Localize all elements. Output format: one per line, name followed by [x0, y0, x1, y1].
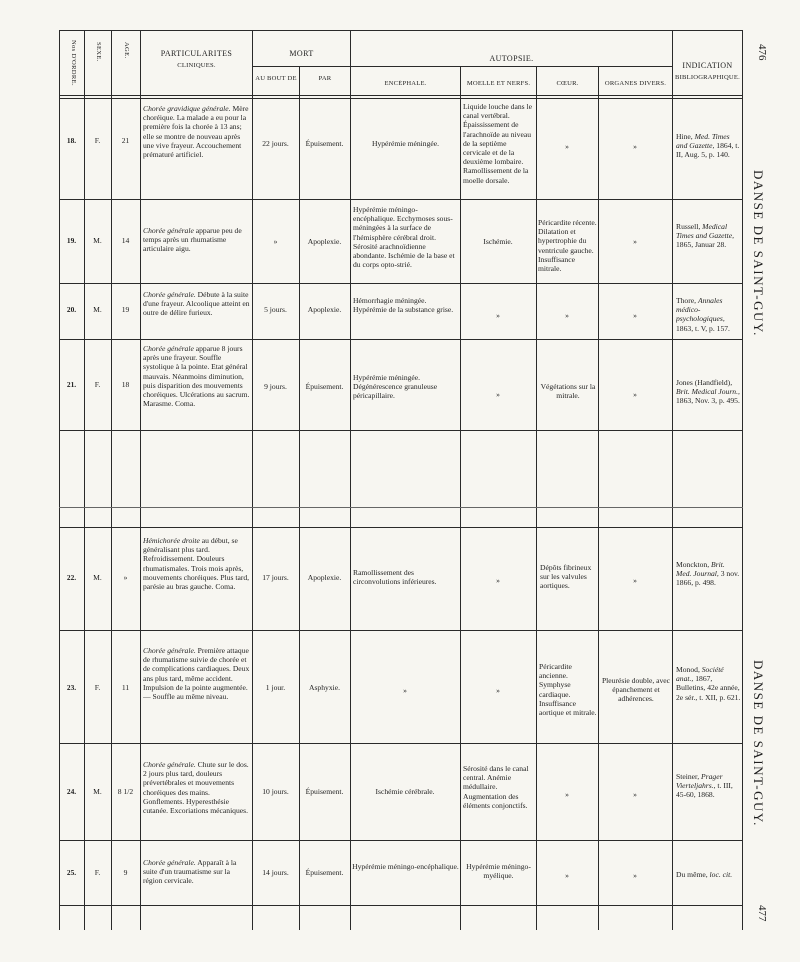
clinique-text: Débute à la suite d'une frayeur. Alcoolique atteint en outre de délire furieux. [143, 290, 250, 318]
clinique-text: au début, se généralisant plus tard. Refroidissement. Douleurs rhumatismales. Trois mois après, mouvements choréiques. Plus tard, parésie au bras gauche. Coma. [143, 536, 250, 592]
header-par: PAR [318, 75, 332, 82]
row-25-par: Épuisement. [305, 868, 344, 877]
biblio-ref: 3 nov. 1866, p. 498. [676, 569, 740, 588]
row-19-bout: » [273, 237, 278, 246]
row-23-bout: 1 jour. [265, 683, 286, 692]
row-19-coeur: Péricardite récente. Dilatation et hypertrophie du ventricule gauche. Insuffisance mitrale. [538, 218, 597, 274]
row-25-biblio [676, 870, 741, 879]
rule-head [59, 95, 743, 96]
row-23-par: Asphyxie. [308, 683, 340, 692]
clinique-text: Apparaît à la suite d'un traumatisme sur la région cervicale. [143, 858, 237, 886]
row-22-age: » [123, 573, 128, 582]
header-au-bout-de: AU BOUT DE [255, 75, 297, 82]
row-23-age: 11 [121, 683, 130, 692]
clinique-title: Chorée générale. [143, 858, 196, 867]
biblio-source: Prager Vierteljahrs., [676, 772, 723, 791]
biblio-source: Medical Times and Gazette, [676, 222, 735, 241]
col-line [460, 66, 461, 930]
row-24-num: 24. [66, 787, 77, 796]
header-autopsie: AUTOPSIE. [489, 55, 534, 63]
clinique-title: Hémichorée droite [143, 536, 200, 545]
header-cliniques: CLINIQUES. [177, 62, 216, 69]
header-coeur: CŒUR. [556, 80, 579, 87]
row-25-encephale: Hypérémie méningo-encéphalique. [352, 862, 459, 871]
row-22-encephale: Ramollissement des circonvolutions inférieures. [353, 568, 437, 587]
row-18-age: 21 [121, 136, 130, 145]
row-22-coeur: Dépôts fibrineux sur les valvules aortiques. [540, 563, 592, 591]
row-19-clinique [143, 226, 251, 254]
col-line [299, 66, 300, 930]
clinique-text: Mère choréique. La malade a eu pour la première fois la chorée à 13 ans; elle se montre de nouveau après une vive frayeur. Accouchement prématuré artificiel. [143, 104, 249, 160]
biblio-source: Med. Times and Gazette, [676, 132, 730, 151]
row-25-num: 25. [66, 868, 77, 877]
row-21-clinique [143, 344, 251, 408]
biblio-ref: 1864, t. II, Aug. 5, p. 140. [676, 141, 740, 160]
row-22-bout: 17 jours. [262, 573, 289, 582]
row-22-sexe: M. [93, 573, 102, 582]
row-19-age: 14 [121, 236, 130, 245]
row-sep [59, 430, 743, 431]
col-line [672, 30, 673, 930]
biblio-ref: 1863, t. V, p. 157. [676, 323, 730, 333]
row-25-organes: » [633, 871, 637, 880]
header-encephale: ENCÉPHALE. [384, 80, 427, 87]
row-24-organes: » [633, 790, 637, 799]
col-line [536, 66, 537, 930]
row-23-sexe: F. [94, 683, 101, 692]
row-22-moelle: » [496, 576, 500, 585]
row-18-biblio [676, 132, 741, 160]
rule-head [59, 98, 743, 99]
header-organes: ORGANES DIVERS. [604, 80, 667, 87]
header-biblio: BIBLIOGRAPHIQUE. [675, 74, 740, 81]
row-19-par: Apoplexie. [307, 237, 342, 246]
biblio-source: loc. cit. [709, 870, 733, 879]
row-24-encephale: Ischémie cérébrale. [375, 787, 435, 796]
biblio-ref: 1863, Nov. 3, p. 495. [676, 396, 740, 406]
biblio-ref: t. III, 45-60, 1868. [676, 781, 733, 800]
header-moelle: MOELLE ET NERFS. [466, 80, 531, 87]
row-sep [59, 507, 743, 508]
row-sep [59, 630, 743, 631]
row-21-sexe: F. [94, 380, 101, 389]
row-24-par: Épuisement. [305, 787, 344, 796]
row-18-organes: » [633, 142, 637, 151]
row-20-par: Apoplexie. [307, 305, 342, 314]
row-21-bout: 9 jours. [264, 382, 287, 391]
row-23-coeur: Péricardite ancienne. Symphyse cardiaque. Insuffisance aortique et mitrale. [539, 662, 597, 718]
row-20-biblio [676, 296, 741, 333]
row-21-biblio [676, 378, 741, 406]
row-20-num: 20. [66, 305, 77, 314]
row-23-num: 23. [66, 683, 77, 692]
row-25-moelle: Hypérémie méningo-myélique. [466, 862, 531, 881]
col-line [598, 66, 599, 930]
clinique-title: Chorée générale. [143, 646, 196, 655]
row-25-age: 9 [123, 868, 128, 877]
biblio-source: Brit. Medical Journ., [676, 387, 740, 397]
header-mort: MORT [289, 50, 314, 58]
row-24-moelle: Sérosité dans le canal central. Anémie médullaire. Augmentation des éléments conjonctifs. [463, 764, 529, 810]
col-line [140, 30, 141, 930]
row-23-encephale: » [403, 686, 407, 695]
rule-top [59, 30, 743, 31]
clinique-title: Chorée générale. [143, 290, 196, 299]
row-21-coeur: Végétations sur la mitrale. [540, 382, 596, 401]
rule-bottom [59, 905, 743, 906]
row-20-encephale: Hémorrhagie méningée. Hypérémie de la substance grise. [353, 296, 454, 315]
row-19-moelle: Ischémie. [483, 237, 513, 246]
row-23-moelle: » [496, 686, 500, 695]
row-20-moelle: » [496, 311, 500, 320]
row-23-clinique [143, 646, 251, 701]
page-number-bottom: 477 [756, 905, 768, 922]
biblio-author: Steiner, [676, 772, 700, 781]
header-age: AGE. [123, 42, 130, 59]
header-num-ordre: Nos D'ORDRE. [70, 40, 77, 86]
row-sep [59, 283, 743, 284]
biblio-author: Hine, [676, 132, 693, 141]
col-line [742, 30, 743, 930]
row-20-sexe: M. [93, 305, 102, 314]
row-25-bout: 14 jours. [262, 868, 289, 877]
clinique-text: Chute sur le dos. 2 jours plus tard, douleurs prévertébrales et mouvements choréiques des mains. Gonflements. Hyperesthésie cutanée. Excoriations mécaniques. [143, 760, 249, 816]
running-head-bottom: DANSE DE SAINT-GUY. [751, 660, 766, 827]
biblio-author: Monod, [676, 665, 700, 674]
row-21-encephale: Hypérémie méningée. Dégénérescence granuleuse péricapillaire. [353, 373, 438, 401]
row-23-biblio [676, 665, 741, 702]
row-21-age: 18 [121, 380, 130, 389]
row-20-coeur: » [565, 311, 569, 320]
row-18-moelle: Liquide louche dans le canal vertébral. Épaississement de l'arachnoïde au niveau de la septième cervicale et de la deuxième lombaire. Ramollissement de la moelle dorsale. [463, 102, 532, 185]
row-21-num: 21. [66, 380, 77, 389]
row-18-num: 18. [66, 136, 77, 145]
row-sep [59, 840, 743, 841]
row-25-coeur: » [565, 871, 569, 880]
biblio-source: Annales médico-psychologiques, [676, 296, 725, 324]
row-21-par: Épuisement. [305, 382, 344, 391]
row-21-moelle: » [496, 390, 500, 399]
biblio-author: Jones (Handfield), [676, 378, 733, 387]
header-indication: INDICATION [682, 62, 733, 70]
row-20-age: 19 [121, 305, 130, 314]
biblio-source: Société anat., [676, 665, 724, 684]
row-23-organes: Pleurésie double, avec épanchement et adhérences. [601, 676, 671, 704]
row-24-coeur: » [565, 790, 569, 799]
clinique-title: Chorée générale [143, 344, 194, 353]
header-sexe: SEXE. [95, 42, 102, 62]
rule-sub [252, 66, 672, 67]
clinique-text: apparue peu de temps après un rhumatisme articulaire aigu. [143, 226, 242, 254]
row-25-sexe: F. [94, 868, 101, 877]
row-20-bout: 5 jours. [264, 305, 287, 314]
row-19-num: 19. [66, 236, 77, 245]
row-19-sexe: M. [93, 236, 102, 245]
row-20-clinique [143, 290, 251, 318]
row-19-organes: » [633, 237, 637, 246]
row-18-coeur: » [565, 142, 569, 151]
clinique-title: Chorée générale. [143, 760, 196, 769]
row-18-par: Épuisement. [305, 139, 344, 148]
clinique-title: Chorée gravidique générale. [143, 104, 231, 113]
biblio-source: Brit. Med. Journal, [676, 560, 725, 579]
row-20-organes: » [633, 311, 637, 320]
biblio-author: Russell, [676, 222, 701, 231]
row-sep [59, 743, 743, 744]
row-sep [59, 339, 743, 340]
row-24-biblio [676, 772, 741, 800]
row-18-bout: 22 jours. [262, 139, 289, 148]
row-22-biblio [676, 560, 741, 588]
row-22-clinique [143, 536, 251, 591]
row-18-sexe: F. [94, 136, 101, 145]
row-24-bout: 10 jours. [262, 787, 289, 796]
row-21-organes: » [633, 390, 637, 399]
clinique-text: apparue 8 jours après une frayeur. Souffle systolique à la pointe. Etat général mauvais. Néanmoins diminution, puis disparition des mouvements choréiques. Ulcérations au sacrum. Marasme. Coma. [143, 344, 250, 409]
row-18-clinique [143, 104, 251, 159]
row-22-organes: » [633, 576, 637, 585]
row-sep [59, 527, 743, 528]
biblio-author: Du même, [676, 870, 708, 879]
page-number-top: 476 [756, 44, 768, 61]
row-22-par: Apoplexie. [307, 573, 342, 582]
biblio-author: Monckton, [676, 560, 710, 569]
row-24-sexe: M. [93, 787, 102, 796]
biblio-ref: 1867, Bulletins, 42e année, 2e sér., t. XII, p. 621. [676, 674, 741, 702]
clinique-text: Première attaque de rhumatisme suivie de chorée et de complications cardiaques. Deux ans plus tard, même accident. Impulsion de la pointe augmentée. — Souffle au même niveau. [143, 646, 250, 702]
row-sep [59, 199, 743, 200]
row-19-encephale: Hypérémie méningo-encéphalique. Ecchymoses sous-méningées à la surface de l'hémisphère cérébral droit. Sérosité arachnoïdienne abondante. Ischémie de la base et du corps opto-strié. [353, 205, 455, 270]
biblio-author: Thore, [676, 296, 697, 305]
biblio-ref: 1865, Januar 28. [676, 240, 727, 250]
row-25-clinique [143, 858, 251, 886]
row-24-age: 8 1/2 [117, 787, 134, 796]
clinique-title: Chorée générale [143, 226, 194, 235]
row-19-biblio [676, 222, 741, 250]
row-24-clinique [143, 760, 251, 815]
header-particularites: PARTICULARITÉS [160, 50, 233, 58]
row-18-encephale: Hypérémie méningée. [371, 139, 440, 148]
row-22-num: 22. [66, 573, 77, 582]
running-head-top: DANSE DE SAINT-GUY. [751, 170, 766, 337]
